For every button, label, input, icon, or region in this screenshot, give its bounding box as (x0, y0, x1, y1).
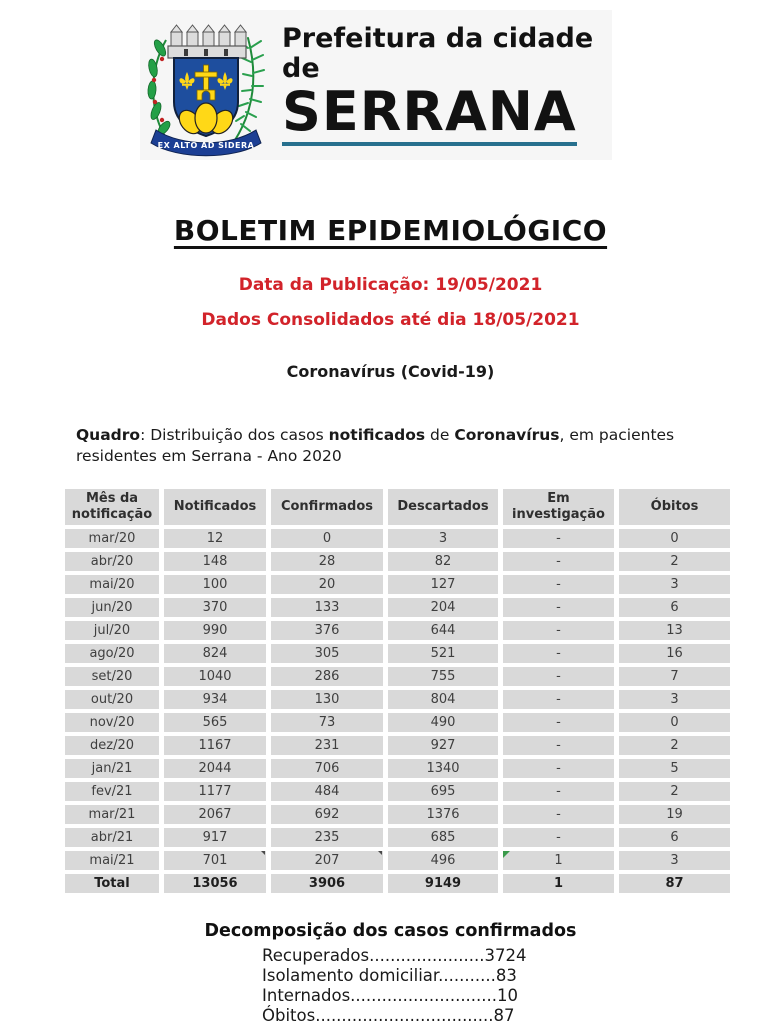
value-cell (164, 736, 266, 755)
value-cell (271, 874, 383, 893)
cell-flag-tick-icon (378, 851, 382, 855)
cell-text: 934 (202, 691, 228, 707)
cell-text: jan/21 (91, 760, 133, 776)
cell-text: 1167 (198, 737, 232, 753)
caption-sep: : (140, 426, 151, 444)
cell-text: 207 (314, 852, 340, 868)
value-cell (271, 598, 383, 617)
org-subtitle: Prefeitura da cidade de (282, 23, 594, 84)
crest-motto-text: EX ALTO AD SIDERA (157, 141, 255, 150)
month-cell (65, 529, 159, 548)
table-row (65, 805, 730, 824)
caption-text-3: , em pacientes residentes em Serrana - Ano 2020 (76, 426, 675, 465)
value-cell (619, 644, 730, 663)
cell-text: 0 (670, 530, 679, 546)
cell-text: 127 (430, 576, 456, 592)
table-row (65, 598, 730, 617)
caption-bold-2: Coronavírus (454, 426, 560, 444)
value-cell (619, 713, 730, 732)
value-cell (503, 828, 614, 847)
cell-text: - (556, 737, 561, 753)
value-cell (619, 851, 730, 870)
cell-text: 565 (202, 714, 228, 730)
value-cell (164, 782, 266, 801)
cell-text: 370 (202, 599, 228, 615)
table-row (65, 621, 730, 640)
cell-text: 133 (314, 599, 340, 615)
value-cell (503, 782, 614, 801)
value-cell (271, 667, 383, 686)
publication-date: Data da Publicação: 19/05/2021 (238, 275, 543, 295)
value-cell (388, 575, 498, 594)
value-cell (164, 851, 266, 870)
value-cell (388, 621, 498, 640)
decomposition-list (262, 946, 781, 1026)
value-cell (503, 621, 614, 640)
month-cell (65, 621, 159, 640)
doc-title: BOLETIM EPIDEMIOLÓGICO (173, 214, 608, 247)
value-cell (271, 552, 383, 571)
cell-text: 3 (670, 852, 679, 868)
table-row (65, 529, 730, 548)
cell-text: - (556, 622, 561, 638)
table-row (65, 713, 730, 732)
value-cell (388, 529, 498, 548)
cell-text: 1376 (426, 806, 460, 822)
value-cell (503, 644, 614, 663)
cell-text: - (556, 806, 561, 822)
cell-text: 2 (670, 783, 679, 799)
cell-text: mai/21 (89, 852, 135, 868)
table-row (65, 851, 730, 870)
value-cell (619, 805, 730, 824)
caption-text-2: de (425, 426, 455, 444)
value-cell (271, 621, 383, 640)
cell-text: - (556, 553, 561, 569)
value-cell (164, 759, 266, 778)
cell-text: 82 (434, 553, 452, 569)
cell-text: 9149 (424, 875, 462, 891)
cell-text: nov/20 (89, 714, 135, 730)
header-obitos: Óbitos (619, 489, 730, 525)
value-cell (164, 690, 266, 709)
value-cell (271, 759, 383, 778)
table-row (65, 736, 730, 755)
value-cell (619, 690, 730, 709)
value-cell (164, 529, 266, 548)
month-cell (65, 713, 159, 732)
cell-text: mai/20 (89, 576, 135, 592)
cell-text: 990 (202, 622, 228, 638)
cell-text: 6 (670, 599, 679, 615)
value-cell (164, 828, 266, 847)
cell-text: 1040 (198, 668, 232, 684)
cell-text: 685 (430, 829, 456, 845)
cell-text: - (556, 530, 561, 546)
value-cell (619, 598, 730, 617)
value-cell (503, 851, 614, 870)
value-cell (388, 736, 498, 755)
value-cell (271, 805, 383, 824)
value-cell (503, 552, 614, 571)
cell-text: - (556, 783, 561, 799)
org-block (282, 24, 612, 145)
cell-text: - (556, 599, 561, 615)
cell-text: 927 (430, 737, 456, 753)
cell-text: 13 (666, 622, 683, 638)
month-cell (65, 575, 159, 594)
value-cell (619, 759, 730, 778)
cell-text: 73 (318, 714, 336, 730)
value-cell (619, 667, 730, 686)
value-cell (619, 621, 730, 640)
value-cell (503, 759, 614, 778)
cell-text: 1 (553, 875, 564, 891)
cell-text: ago/20 (89, 645, 135, 661)
month-cell (65, 552, 159, 571)
value-cell (271, 713, 383, 732)
cell-text: 484 (314, 783, 340, 799)
table-row (65, 552, 730, 571)
value-cell (388, 644, 498, 663)
month-cell (65, 805, 159, 824)
month-cell (65, 667, 159, 686)
value-cell (164, 805, 266, 824)
value-cell (271, 690, 383, 709)
month-cell (65, 644, 159, 663)
cell-text: out/20 (90, 691, 134, 707)
header-em-investigacao: Em investigação (503, 489, 614, 525)
cell-text: - (556, 645, 561, 661)
cell-text: 1 (554, 852, 563, 868)
cell-text: mar/20 (88, 530, 136, 546)
cell-text: 490 (430, 714, 456, 730)
decomposition-title: Decomposição dos casos confirmados (204, 920, 577, 941)
cell-text: 16 (666, 645, 683, 661)
value-cell (164, 713, 266, 732)
cell-text: 204 (430, 599, 456, 615)
cell-text: - (556, 829, 561, 845)
cell-text: 19 (666, 806, 683, 822)
value-cell (388, 874, 498, 893)
value-cell (503, 667, 614, 686)
page (0, 10, 781, 1026)
cell-text: 692 (314, 806, 340, 822)
month-cell (65, 759, 159, 778)
table-total-row (65, 874, 730, 893)
value-cell (619, 736, 730, 755)
cell-text: 20 (318, 576, 336, 592)
month-cell (65, 782, 159, 801)
cell-text: 3906 (308, 875, 346, 891)
month-cell (65, 690, 159, 709)
month-cell (65, 874, 159, 893)
header-descartados: Descartados (388, 489, 498, 525)
value-cell (271, 782, 383, 801)
cell-text: 2067 (198, 806, 232, 822)
value-cell (503, 874, 614, 893)
value-cell (388, 552, 498, 571)
value-cell (619, 529, 730, 548)
cell-text: 6 (670, 829, 679, 845)
cell-text: 3 (670, 691, 679, 707)
cell-text: 701 (202, 852, 228, 868)
table-row (65, 667, 730, 686)
value-cell (388, 667, 498, 686)
decomposition-item-internados: Internados............................10 (262, 985, 519, 1005)
cell-text: - (556, 714, 561, 730)
cell-text: 286 (314, 668, 340, 684)
value-cell (164, 874, 266, 893)
value-cell (619, 874, 730, 893)
caption-bold-1: notificados (328, 426, 426, 444)
cell-text: jun/20 (91, 599, 133, 615)
cell-flag-tick-icon (261, 851, 265, 855)
cell-text: 7 (670, 668, 679, 684)
table-row (65, 828, 730, 847)
city-crest-icon (140, 10, 272, 160)
table-header-row (65, 489, 730, 525)
cell-text: - (556, 760, 561, 776)
value-cell (388, 598, 498, 617)
value-cell (271, 644, 383, 663)
cell-text: 2044 (198, 760, 232, 776)
consolidated-date: Dados Consolidados até dia 18/05/2021 (201, 310, 580, 330)
table-row (65, 575, 730, 594)
cell-text: 376 (314, 622, 340, 638)
value-cell (164, 621, 266, 640)
value-cell (619, 782, 730, 801)
cell-text: - (556, 576, 561, 592)
value-cell (619, 828, 730, 847)
value-cell (388, 759, 498, 778)
value-cell (271, 575, 383, 594)
cell-flag-green-triangle-icon (503, 851, 510, 858)
cell-text: 1340 (426, 760, 460, 776)
cell-text: 5 (670, 760, 679, 776)
value-cell (388, 805, 498, 824)
table-caption (76, 425, 719, 467)
cell-text: 3 (670, 576, 679, 592)
cell-text: - (556, 668, 561, 684)
cell-text: 235 (314, 829, 340, 845)
value-cell (388, 828, 498, 847)
value-cell (271, 828, 383, 847)
cell-text: - (556, 691, 561, 707)
value-cell (503, 575, 614, 594)
value-cell (503, 713, 614, 732)
header-confirmados: Confirmados (271, 489, 383, 525)
value-cell (164, 644, 266, 663)
cell-text: 496 (430, 852, 456, 868)
cell-text: 1177 (198, 783, 232, 799)
cell-text: mar/21 (88, 806, 136, 822)
caption-text-1: Distribuição dos casos (150, 426, 329, 444)
cases-table (60, 485, 735, 897)
value-cell (503, 598, 614, 617)
crest-crown (168, 25, 246, 58)
cell-text: jul/20 (93, 622, 131, 638)
decomposition-item-recuperados: Recuperados......................3724 (262, 945, 527, 965)
value-cell (619, 575, 730, 594)
value-cell (388, 782, 498, 801)
covid-subtitle: Coronavírus (Covid-19) (286, 362, 495, 381)
value-cell (503, 690, 614, 709)
value-cell (271, 736, 383, 755)
cell-text: 755 (430, 668, 456, 684)
cell-text: 2 (670, 553, 679, 569)
value-cell (503, 736, 614, 755)
value-cell (619, 552, 730, 571)
value-cell (388, 690, 498, 709)
cell-text: 0 (670, 714, 679, 730)
month-cell (65, 736, 159, 755)
value-cell (503, 805, 614, 824)
decomposition-item-isolamento: Isolamento domiciliar...........83 (262, 965, 517, 985)
cell-text: 2 (670, 737, 679, 753)
org-name: SERRANA (282, 84, 577, 146)
cell-text: 305 (314, 645, 340, 661)
cell-text: dez/20 (90, 737, 134, 753)
table-row (65, 759, 730, 778)
value-cell (271, 529, 383, 548)
cell-text: 804 (430, 691, 456, 707)
cell-text: abr/21 (90, 829, 134, 845)
table-row (65, 644, 730, 663)
crest-shield (174, 58, 238, 138)
cell-text: 824 (202, 645, 228, 661)
cell-text: 130 (314, 691, 340, 707)
cell-text: 12 (206, 530, 224, 546)
cell-text: 917 (202, 829, 228, 845)
value-cell (271, 851, 383, 870)
header-notificados: Notificados (164, 489, 266, 525)
cell-text: 87 (665, 875, 684, 891)
cell-text: 100 (202, 576, 228, 592)
cell-text: 695 (430, 783, 456, 799)
header-month: Mês da notificação (65, 489, 159, 525)
value-cell (388, 851, 498, 870)
cell-text: Total (94, 875, 130, 891)
cell-text: abr/20 (90, 553, 134, 569)
cell-text: 521 (430, 645, 456, 661)
cell-text: set/20 (91, 668, 133, 684)
value-cell (164, 598, 266, 617)
cell-text: 0 (322, 530, 332, 546)
cell-text: fev/21 (91, 783, 133, 799)
decomposition-item-obitos: Óbitos..................................87 (262, 1005, 515, 1025)
cell-text: 28 (318, 553, 336, 569)
table-row (65, 782, 730, 801)
month-cell (65, 851, 159, 870)
header-banner (140, 10, 612, 160)
table-row (65, 690, 730, 709)
cell-text: 706 (314, 760, 340, 776)
value-cell (503, 529, 614, 548)
cell-text: 231 (314, 737, 340, 753)
month-cell (65, 828, 159, 847)
month-cell (65, 598, 159, 617)
value-cell (164, 667, 266, 686)
caption-label: Quadro (76, 426, 141, 444)
cell-text: 644 (430, 622, 456, 638)
cell-text: 148 (202, 553, 228, 569)
value-cell (164, 552, 266, 571)
value-cell (164, 575, 266, 594)
cell-text: 13056 (192, 875, 238, 891)
cell-text: 3 (438, 530, 448, 546)
value-cell (388, 713, 498, 732)
